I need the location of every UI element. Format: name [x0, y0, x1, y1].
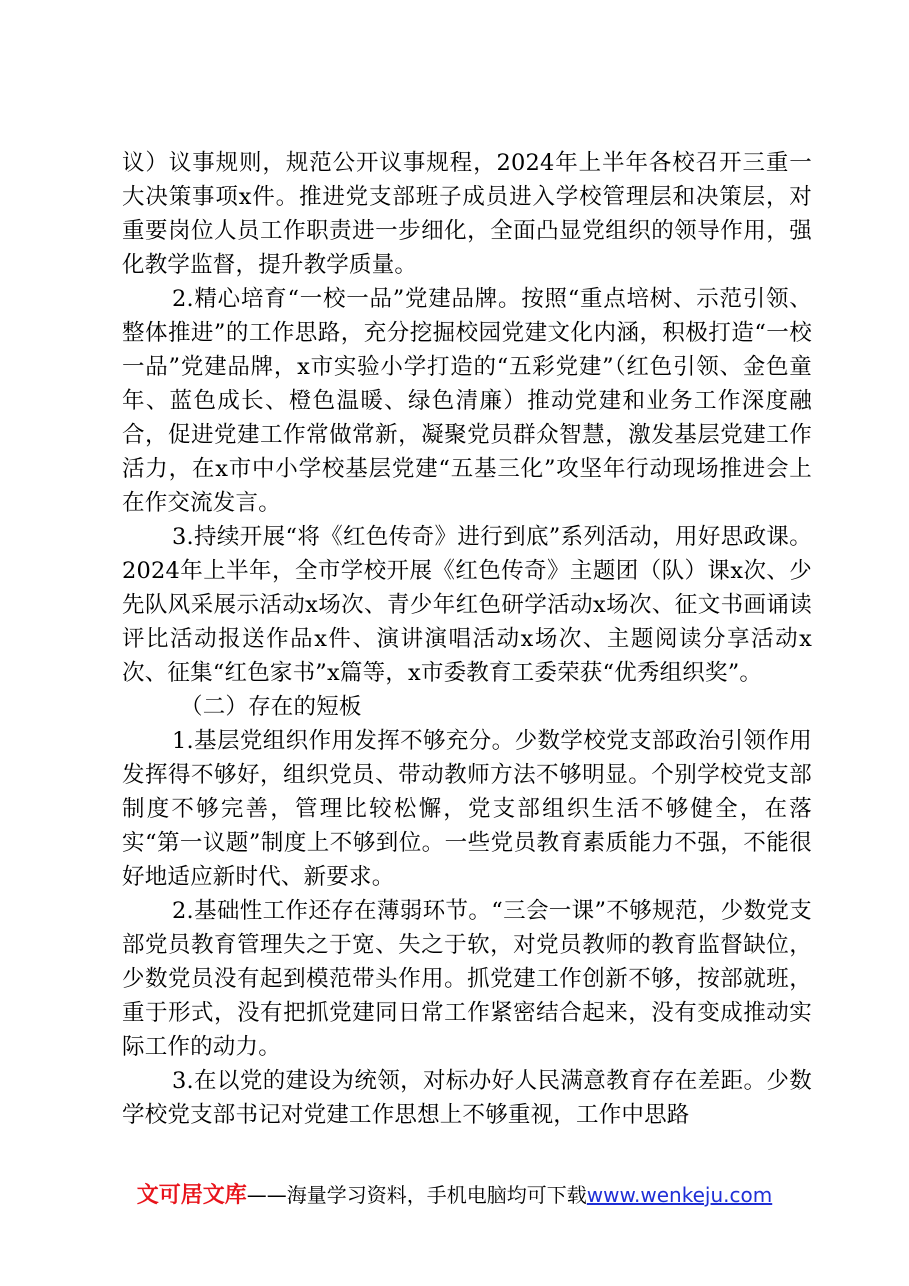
- footer-banner: [0, 1180, 909, 1211]
- paragraph-brand-building: 2.精心培育“一校一品”党建品牌。按照“重点培树、示范引领、整体推进”的工作思路，充分挖掘校园党建文化内涵，积极打造“一校一品”党建品牌，x市实验小学打造的“五彩党建”（红色引领、金色童年、蓝色成长、橙色温暖、绿色清廉）推动党建和业务工作深度融合，促进党建工作常做常新，凝聚党员群众智慧，激发基层党建工作活力，在x市中小学校基层党建“五基三化”攻坚年行动现场推进会上在作交流发言。: [122, 286, 812, 516]
- document-body: [122, 146, 812, 1132]
- paragraph-shortcoming-3: 3.在以党的建设为统领，对标办好人民满意教育存在差距。少数学校党支部书记对党建工作思想上不够重视，工作中思路: [122, 1068, 812, 1128]
- paragraph-continuation: 议）议事规则，规范公开议事规程，2024年上半年各校召开三重一大决策事项x件。推进党支部班子成员进入学校管理层和决策层，对重要岗位人员工作职责进一步细化，全面凸显党组织的领导作用，强化教学监督，提升教学质量。: [122, 150, 812, 278]
- footer-site-link[interactable]: www.wenkeju.com: [586, 1183, 773, 1207]
- paragraph-red-legend-activities: 3.持续开展“将《红色传奇》进行到底”系列活动，用好思政课。2024年上半年，全市学校开展《红色传奇》主题团（队）课x次、少先队风采展示活动x场次、青少年红色研学活动x场次、征文书画诵读评比活动报送作品x件、演讲演唱活动x场次、主题阅读分享活动x次、征集“红色家书”x篇等，x市委教育工委荣获“优秀组织奖”。: [122, 524, 812, 686]
- paragraph-shortcoming-1: 1.基层党组织作用发挥不够充分。少数学校党支部政治引领作用发挥得不够好，组织党员、带动教师方法不够明显。个别学校党支部制度不够完善，管理比较松懈，党支部组织生活不够健全，在落实“第一议题”制度上不够到位。一些党员教育素质能力不强，不能很好地适应新时代、新要求。: [122, 728, 812, 890]
- footer-brand: 文可居文库: [136, 1183, 247, 1208]
- section-heading-shortcomings: （二）存在的短板: [180, 694, 362, 720]
- paragraph-shortcoming-2: 2.基础性工作还存在薄弱环节。“三会一课”不够规范，少数党支部党员教育管理失之于宽、失之于软，对党员教师的教育监督缺位，少数党员没有起到模范带头作用。抓党建工作创新不够，按部就班，重于形式，没有把抓党建同日常工作紧密结合起来，没有变成推动实际工作的动力。: [122, 898, 812, 1060]
- footer-tagline: ——海量学习资料，手机电脑均可下载: [246, 1183, 587, 1207]
